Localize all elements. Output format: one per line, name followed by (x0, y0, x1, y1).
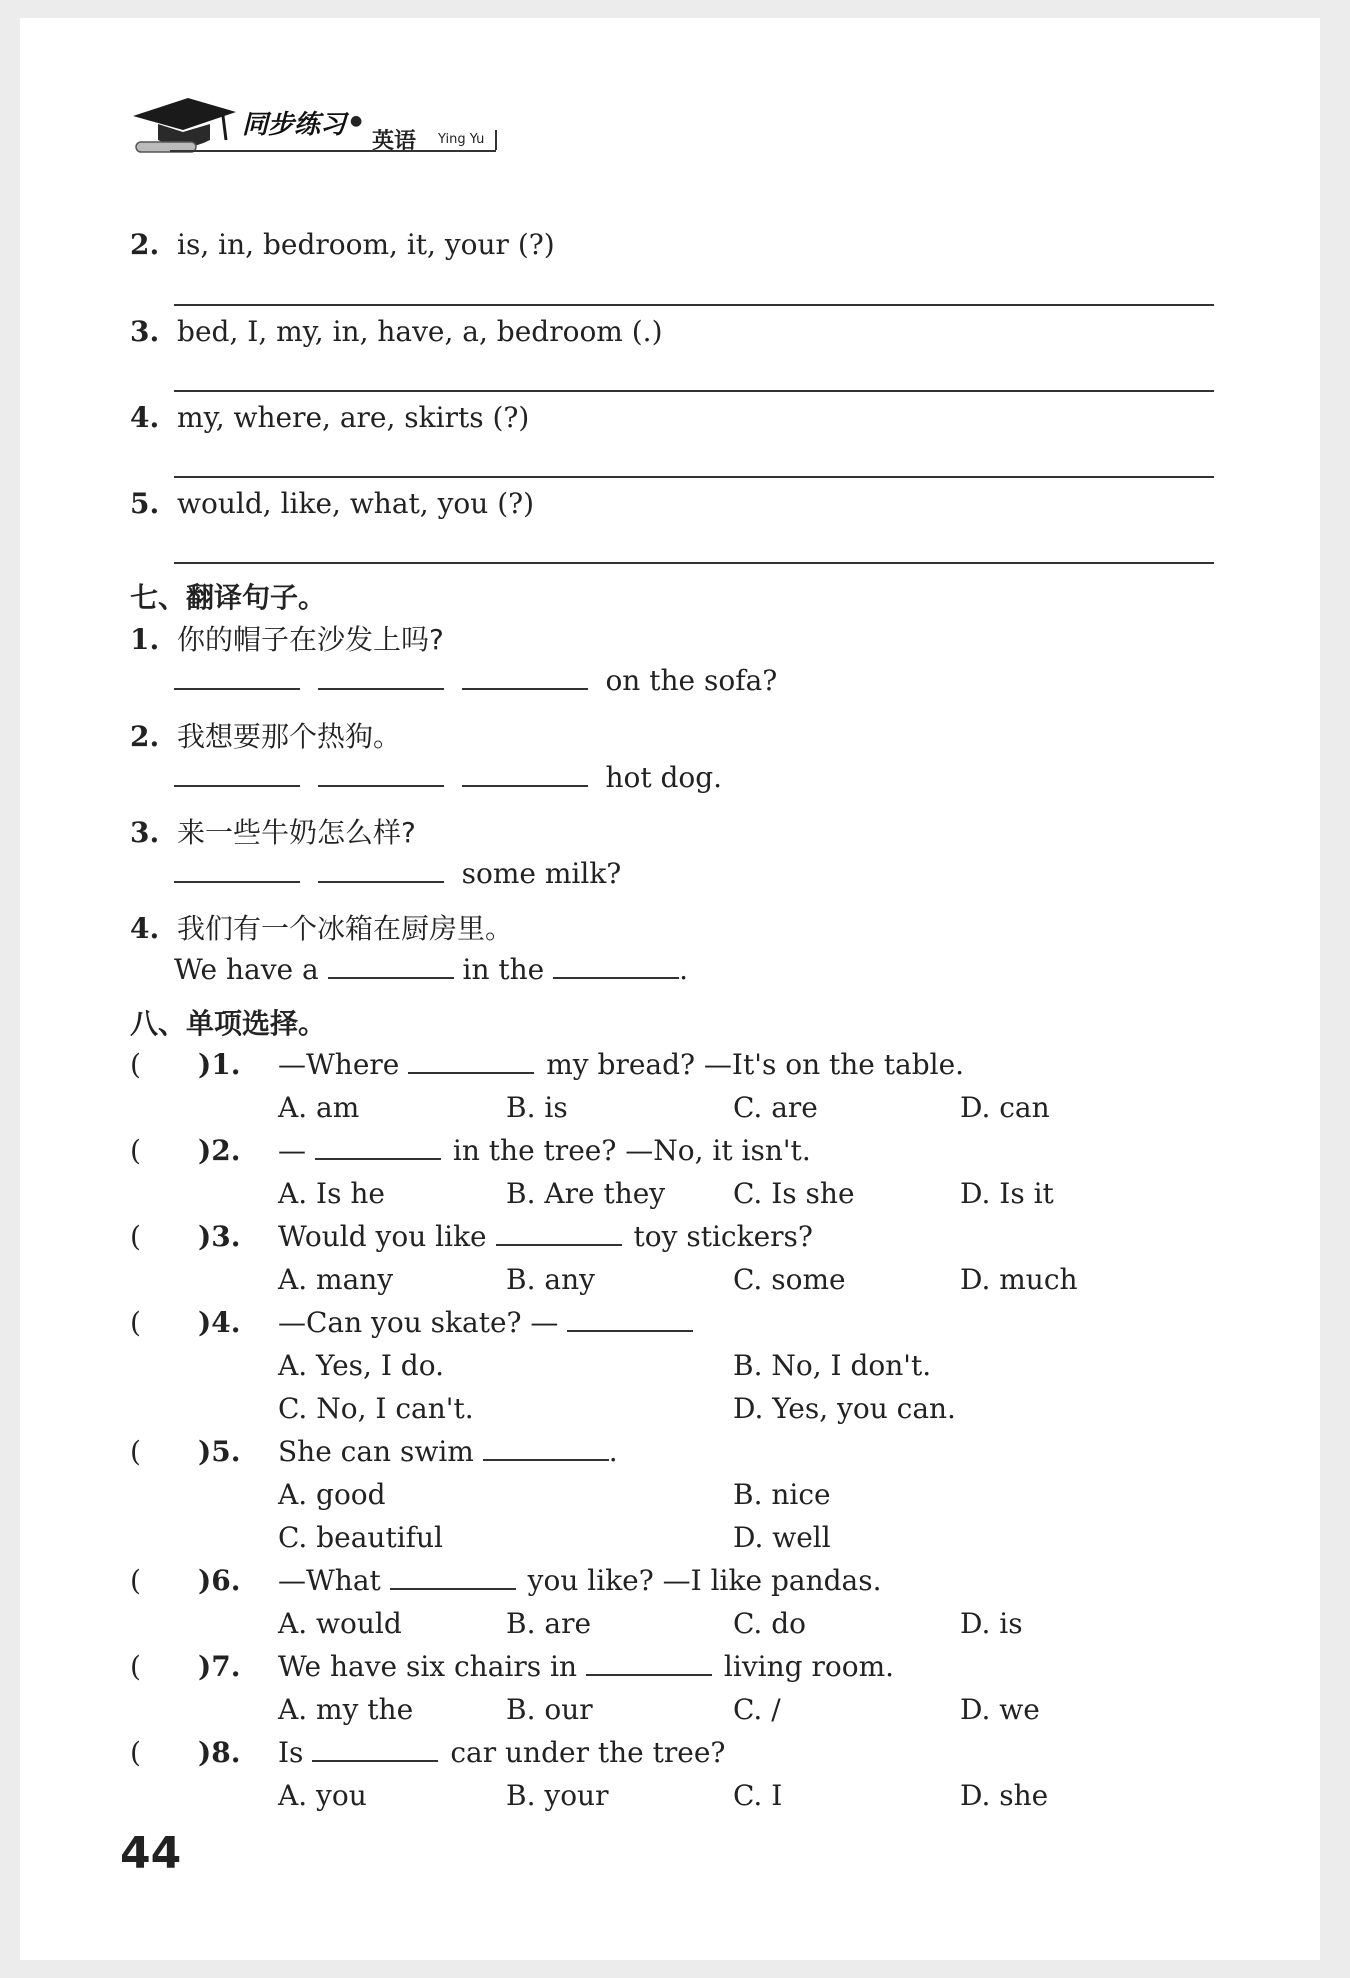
option[interactable]: A. am (278, 1091, 360, 1124)
question-stem: ( )7. We have six chairs in living room. (130, 1650, 895, 1683)
reorder-item: 3. bed, I, my, in, have, a, bedroom (.) (130, 315, 663, 348)
blank[interactable] (567, 1308, 693, 1332)
workbook-page (20, 18, 1320, 1960)
subject-pinyin: Ying Yu (438, 132, 485, 147)
question-stem: ( )8. Is car under the tree? (130, 1736, 726, 1769)
question-stem: ( )1. —Where my bread? —It's on the table. (130, 1048, 965, 1081)
answer-line (174, 304, 1214, 306)
translate-answer: on the sofa? (174, 664, 777, 697)
blank[interactable] (408, 1050, 534, 1074)
option[interactable]: D. we (960, 1693, 1040, 1726)
option[interactable]: B. are (506, 1607, 592, 1640)
option[interactable]: D. can (960, 1091, 1050, 1124)
translate-prompt: 1. 你的帽子在沙发上吗? (130, 623, 444, 656)
option[interactable]: D. Yes, you can. (733, 1392, 956, 1425)
option[interactable]: B. No, I don't. (733, 1349, 932, 1382)
header-rule (170, 150, 496, 152)
blank[interactable] (174, 859, 300, 883)
blank[interactable] (586, 1652, 712, 1676)
blank[interactable] (315, 1136, 441, 1160)
option[interactable]: C. some (733, 1263, 846, 1296)
answer-paren[interactable]: ( (130, 1435, 141, 1468)
option[interactable]: A. good (278, 1478, 386, 1511)
option[interactable]: D. is (960, 1607, 1023, 1640)
option[interactable]: C. I (733, 1779, 783, 1812)
question-stem: ( )4. —Can you skate? — (130, 1306, 693, 1339)
blank[interactable] (174, 666, 300, 690)
answer-paren[interactable]: ( (130, 1564, 141, 1597)
option[interactable]: A. my the (278, 1693, 414, 1726)
option[interactable]: A. would (278, 1607, 402, 1640)
question-stem: ( )3. Would you like toy stickers? (130, 1220, 813, 1253)
option[interactable]: B. your (506, 1779, 609, 1812)
blank[interactable] (174, 763, 300, 787)
translate-prompt: 4. 我们有一个冰箱在厨房里。 (130, 912, 514, 945)
option[interactable]: D. Is it (960, 1177, 1054, 1210)
option[interactable]: B. our (506, 1693, 593, 1726)
blank[interactable] (328, 955, 454, 979)
blank[interactable] (312, 1738, 438, 1762)
option[interactable]: C. are (733, 1091, 818, 1124)
option[interactable]: A. Yes, I do. (278, 1349, 444, 1382)
reorder-item: 4. my, where, are, skirts (?) (130, 401, 530, 434)
blank[interactable] (462, 763, 588, 787)
question-stem: ( )2. — in the tree? —No, it isn't. (130, 1134, 811, 1167)
subject-cn: 英语 (372, 129, 417, 154)
option[interactable]: A. Is he (278, 1177, 385, 1210)
option[interactable]: C. No, I can't. (278, 1392, 474, 1425)
translate-prompt: 3. 来一些牛奶怎么样? (130, 816, 416, 849)
answer-paren[interactable]: ( (130, 1134, 141, 1167)
translate-prompt: 2. 我想要那个热狗。 (130, 720, 402, 753)
translate-answer: some milk? (174, 857, 621, 890)
header-dot: ● (350, 113, 363, 129)
option[interactable]: D. she (960, 1779, 1049, 1812)
option[interactable]: C. / (733, 1693, 781, 1726)
answer-line (174, 476, 1214, 478)
header-rule-end (495, 130, 497, 150)
blank[interactable] (318, 763, 444, 787)
graduation-cap-icon (128, 88, 238, 158)
section-title: 七、翻译句子。 (130, 581, 327, 614)
blank[interactable] (483, 1437, 609, 1461)
option[interactable]: C. do (733, 1607, 807, 1640)
reorder-item: 2. is, in, bedroom, it, your (?) (130, 228, 555, 261)
series-title: 同步练习 (242, 110, 347, 140)
question-stem: ( )5. She can swim . (130, 1435, 618, 1468)
translate-answer: hot dog. (174, 761, 722, 794)
answer-paren[interactable]: ( (130, 1048, 141, 1081)
option[interactable]: D. well (733, 1521, 831, 1554)
answer-line (174, 562, 1214, 564)
option[interactable]: B. is (506, 1091, 568, 1124)
section-title: 八、单项选择。 (130, 1007, 327, 1040)
option[interactable]: A. you (278, 1779, 367, 1812)
answer-paren[interactable]: ( (130, 1736, 141, 1769)
option[interactable]: B. any (506, 1263, 595, 1296)
blank[interactable] (462, 666, 588, 690)
blank[interactable] (318, 859, 444, 883)
answer-paren[interactable]: ( (130, 1306, 141, 1339)
answer-paren[interactable]: ( (130, 1650, 141, 1683)
page-number: 44 (120, 1828, 182, 1879)
blank[interactable] (496, 1222, 622, 1246)
question-stem: ( )6. —What you like? —I like pandas. (130, 1564, 882, 1597)
option[interactable]: B. Are they (506, 1177, 666, 1210)
blank[interactable] (390, 1566, 516, 1590)
reorder-item: 5. would, like, what, you (?) (130, 487, 535, 520)
answer-line (174, 390, 1214, 392)
blank[interactable] (318, 666, 444, 690)
option[interactable]: C. Is she (733, 1177, 855, 1210)
blank[interactable] (553, 955, 679, 979)
option[interactable]: B. nice (733, 1478, 831, 1511)
option[interactable]: C. beautiful (278, 1521, 444, 1554)
answer-paren[interactable]: ( (130, 1220, 141, 1253)
translate-answer: We have a in the . (174, 953, 689, 986)
option[interactable]: A. many (278, 1263, 394, 1296)
option[interactable]: D. much (960, 1263, 1078, 1296)
